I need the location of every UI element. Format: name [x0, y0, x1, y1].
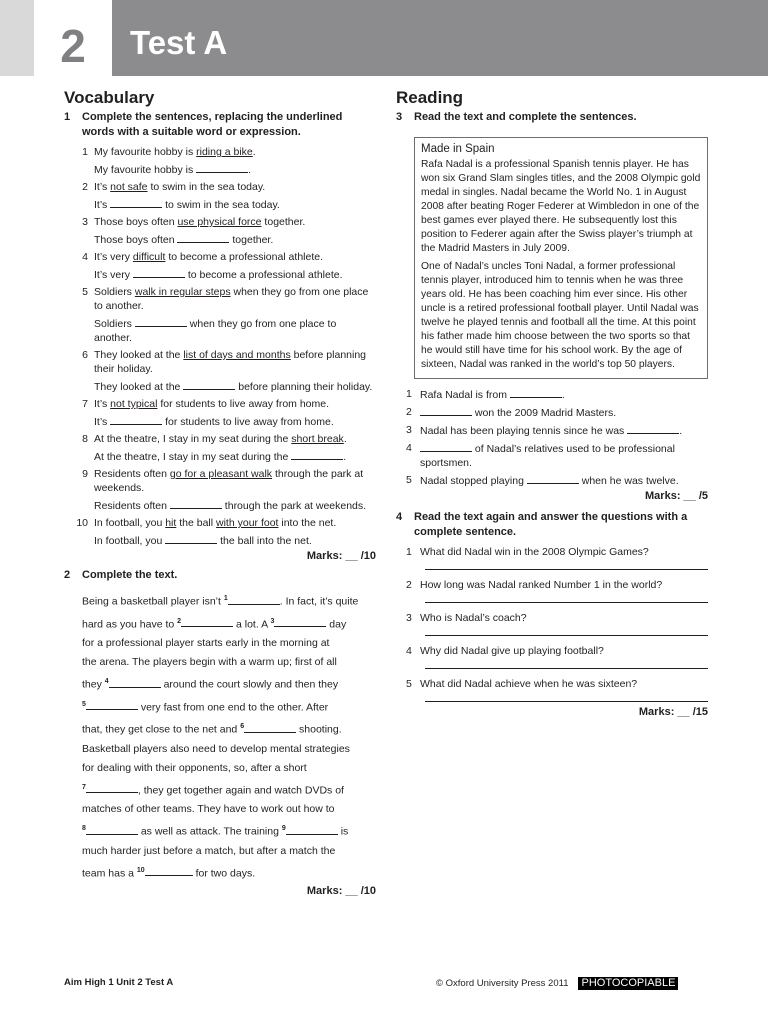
- text: very fast from one end to the other. After: [137, 701, 329, 713]
- answer-line[interactable]: [425, 625, 708, 636]
- underlined-words: use physical force: [177, 216, 262, 228]
- question-text: Why did Nadal give up playing football?: [420, 645, 604, 657]
- rewrite-sentence: [94, 414, 376, 429]
- original-sentence: [94, 397, 376, 411]
- answer-blank[interactable]: [135, 316, 187, 327]
- item-number: 9: [82, 468, 88, 480]
- task-2: [64, 568, 376, 583]
- answer-blank[interactable]: [145, 865, 193, 876]
- answer-blank[interactable]: [510, 387, 562, 398]
- list-item: [74, 145, 376, 177]
- task-3-marks: Marks: __ /5: [645, 490, 708, 502]
- sentence-text: for students to live away from home.: [157, 398, 330, 410]
- answer-line[interactable]: [425, 559, 708, 570]
- text-line: [82, 778, 376, 801]
- sentence-text: It’s: [94, 398, 111, 410]
- answer-line[interactable]: [425, 592, 708, 603]
- answer-blank[interactable]: [228, 594, 280, 605]
- sentence-text: My favourite hobby is: [94, 164, 197, 176]
- sentence-text: Soldiers: [94, 286, 135, 298]
- text: a lot. A: [233, 618, 271, 630]
- question-text: What did Nadal achieve when he was sixteen?: [420, 678, 638, 690]
- text: shooting.: [296, 723, 342, 736]
- gap-number: 5: [82, 700, 86, 708]
- text: is: [337, 825, 349, 838]
- underlined-words: walk in regular steps: [134, 286, 231, 298]
- sentence-text: to swim in the sea today.: [162, 199, 280, 211]
- answer-blank[interactable]: [291, 449, 343, 460]
- sentence-text: At the theatre, I stay in my seat during the: [94, 433, 292, 445]
- original-sentence: [94, 348, 376, 376]
- sentence-text: won the 2009 Madrid Masters.: [472, 407, 617, 419]
- item-number: 7: [82, 398, 88, 410]
- answer-blank[interactable]: [109, 677, 161, 688]
- item-number: 5: [406, 678, 412, 690]
- gap-number: 9: [281, 825, 286, 832]
- questions: [396, 545, 708, 702]
- sentence-text: It’s very: [94, 251, 133, 263]
- text-line: [82, 861, 376, 884]
- text: as well as attack. The training: [137, 825, 282, 838]
- sentence-text: In football, you: [94, 517, 166, 529]
- sentence-text: together.: [229, 234, 274, 246]
- item-number: 1: [82, 146, 88, 158]
- underlined-words: go for a pleasant walk: [169, 468, 273, 480]
- list-item: [74, 397, 376, 429]
- text: that, they get close to the net and: [82, 723, 241, 736]
- answer-blank[interactable]: [274, 616, 326, 627]
- text: for two days.: [192, 867, 256, 879]
- list-item: [406, 441, 708, 470]
- sentence-text: the ball into the net.: [217, 535, 312, 547]
- item-number: 3: [82, 216, 88, 228]
- original-sentence: [94, 516, 376, 530]
- header-left-strip: [0, 0, 34, 76]
- sentence-text: .: [252, 146, 256, 158]
- sentence-text: It’s: [94, 181, 111, 193]
- reading-items: [396, 387, 708, 488]
- item-number: 6: [82, 349, 88, 361]
- gap-number: 7: [82, 783, 86, 791]
- answer-blank[interactable]: [181, 616, 233, 627]
- sentence-text: .: [343, 433, 347, 445]
- vocabulary-items: [74, 145, 376, 548]
- item-number: 2: [82, 181, 88, 193]
- text: they: [82, 678, 105, 691]
- underlined-words: riding a bike: [196, 146, 253, 158]
- sentence-text: to become a professional athlete.: [184, 269, 343, 281]
- sentence-text: before planning their holiday.: [94, 349, 367, 375]
- vocabulary-section: [64, 88, 376, 897]
- item-number: 5: [82, 286, 88, 298]
- underlined-words: not safe: [110, 181, 148, 193]
- answer-blank[interactable]: [177, 232, 229, 243]
- original-sentence: [94, 285, 376, 313]
- sentence-text: It’s very: [94, 269, 133, 281]
- list-item: [74, 348, 376, 394]
- gap-number: 2: [177, 617, 182, 625]
- text-line: Basketball players also need to develop mental strategies: [82, 742, 350, 755]
- text: , they get together again and watch DVDs of: [137, 784, 344, 796]
- question-text: How long was Nadal ranked Number 1 in the world?: [420, 579, 663, 591]
- gap-number: 8: [82, 825, 86, 832]
- text-line: [82, 819, 376, 842]
- gap-number: 3: [270, 617, 275, 625]
- reading-heading: Reading: [396, 88, 464, 107]
- rewrite-sentence: [94, 232, 376, 247]
- answer-line[interactable]: [425, 691, 708, 702]
- sentence-text: the ball: [176, 517, 217, 529]
- sentence-text: It’s: [94, 199, 111, 211]
- original-sentence: [94, 180, 376, 194]
- sentence-text: through the park at weekends.: [94, 468, 364, 494]
- task-2-marks: Marks: __ /10: [306, 885, 376, 897]
- sentence-text: .: [679, 425, 683, 437]
- task-4: [396, 510, 708, 540]
- underlined-words: not typical: [110, 398, 158, 410]
- text-line: [82, 589, 376, 612]
- sentence-text: when they go from one place to another.: [94, 318, 337, 344]
- original-sentence: [94, 250, 376, 264]
- underlined-words: short break: [291, 433, 344, 445]
- sentence-text: through the park at weekends.: [221, 500, 367, 512]
- text: team has a: [82, 867, 137, 879]
- task-instruction: Read the text again and answer the questions with a complete sentence.: [414, 511, 688, 538]
- rewrite-sentence: [94, 316, 376, 345]
- list-item: [74, 215, 376, 247]
- question: [406, 611, 708, 625]
- original-sentence: [94, 467, 376, 495]
- sentence-text: when he was twelve.: [578, 475, 679, 487]
- answer-line[interactable]: [425, 658, 708, 669]
- list-item: [406, 423, 708, 438]
- text-line: [82, 717, 376, 740]
- task-instruction: Read the text and complete the sentences.: [414, 111, 637, 123]
- task-instruction: Complete the sentences, replacing the underlined words with a suitable word or expression.: [82, 111, 343, 138]
- unit-number: 2: [34, 0, 112, 76]
- answer-blank[interactable]: [244, 722, 296, 733]
- answer-blank[interactable]: [196, 162, 248, 173]
- answer-blank[interactable]: [420, 441, 472, 452]
- sentence-text: Rafa Nadal is from: [420, 389, 510, 401]
- item-number: 3: [406, 424, 412, 436]
- rewrite-sentence: [94, 449, 376, 464]
- text: hard as you have to: [82, 618, 178, 630]
- underlined-words: hit: [165, 517, 177, 529]
- vocabulary-heading: Vocabulary: [64, 88, 155, 107]
- sentence-text: Residents often: [94, 468, 170, 480]
- answer-blank[interactable]: [86, 782, 138, 793]
- item-number: 2: [406, 579, 412, 591]
- sentence-text: At the theatre, I stay in my seat during the: [94, 451, 292, 463]
- sentence-text: into the net.: [278, 517, 337, 529]
- sentence-text: Those boys often: [94, 234, 178, 246]
- underlined-words: difficult: [132, 251, 166, 263]
- list-item: [74, 432, 376, 464]
- sentence-text: together.: [261, 216, 306, 228]
- sentence-text: My favourite hobby is: [94, 146, 197, 158]
- sentence-text: of Nadal’s relatives used to be professional sportsmen.: [420, 443, 675, 469]
- text: . In fact, it’s quite: [279, 595, 359, 608]
- sentence-text: .: [561, 389, 565, 401]
- answer-blank[interactable]: [165, 533, 217, 544]
- answer-blank[interactable]: [86, 699, 138, 710]
- question: [406, 578, 708, 592]
- list-item: [406, 473, 708, 488]
- header-bar: [112, 0, 768, 76]
- list-item: [74, 467, 376, 513]
- rewrite-sentence: [94, 498, 376, 513]
- sentence-text: for students to live away from home.: [162, 416, 334, 428]
- task-4-marks: Marks: __ /15: [638, 706, 708, 718]
- answer-blank[interactable]: [86, 824, 138, 835]
- answer-blank[interactable]: [627, 423, 679, 434]
- item-number: 4: [406, 645, 412, 657]
- answer-blank[interactable]: [286, 824, 338, 835]
- sentence-text: Residents often: [94, 500, 170, 512]
- sentence-text: They looked at the: [94, 349, 184, 361]
- gap-number: 1: [223, 595, 228, 602]
- item-number: 3: [406, 612, 412, 624]
- text-line: [82, 612, 376, 635]
- list-item: [406, 387, 708, 402]
- item-number: 4: [82, 251, 88, 263]
- answer-blank[interactable]: [527, 473, 579, 484]
- sentence-text: Nadal stopped playing: [420, 475, 527, 487]
- sentence-text: when they go from one place to another.: [94, 286, 369, 312]
- list-item: [74, 180, 376, 212]
- footer-book-info: Aim High 1 Unit 2 Test A: [64, 977, 174, 988]
- sentence-text: Nadal has been playing tennis since he was: [420, 425, 628, 437]
- sentence-text: .: [248, 164, 252, 176]
- text-line: matches of other teams. They have to work out how to: [82, 803, 335, 815]
- reading-section: [396, 88, 708, 718]
- question: [406, 644, 708, 658]
- question-text: Who is Nadal’s coach?: [420, 612, 527, 624]
- text-line: [82, 672, 376, 695]
- gap-fill-text: [82, 589, 376, 883]
- footer-right: [436, 977, 678, 990]
- gap-number: 4: [104, 678, 109, 685]
- item-number: 1: [406, 546, 412, 558]
- gap-number: 10: [136, 866, 145, 874]
- list-item: [406, 405, 708, 420]
- reading-text-box: [414, 137, 708, 379]
- sentence-text: .: [343, 451, 347, 463]
- item-number: 2: [406, 406, 412, 418]
- item-number: 10: [76, 517, 88, 529]
- answer-blank[interactable]: [183, 379, 235, 390]
- original-sentence: [94, 215, 376, 229]
- list-item: [74, 516, 376, 548]
- item-number: 1: [406, 388, 412, 400]
- underlined-words: list of days and months: [183, 349, 291, 361]
- task-number: 1: [64, 111, 71, 123]
- rewrite-sentence: [94, 197, 376, 212]
- task-1: [64, 110, 376, 140]
- sentence-text: before planning their holiday.: [235, 381, 373, 393]
- reading-text-title: Made in Spain: [421, 143, 495, 155]
- text-line: for a professional player starts early in the morning at: [82, 637, 330, 649]
- text-line: for dealing with their opponents, so, after a short: [82, 761, 307, 774]
- rewrite-sentence: [94, 162, 376, 177]
- list-item: [74, 250, 376, 282]
- task-number: 3: [396, 111, 403, 123]
- rewrite-sentence: [94, 267, 376, 282]
- photocopiable-badge: PHOTOCOPIABLE: [578, 977, 678, 990]
- sentence-text: to become a professional athlete.: [165, 251, 324, 263]
- task-1-marks: Marks: __ /10: [306, 550, 376, 562]
- sentence-text: Those boys often: [94, 216, 178, 228]
- answer-blank[interactable]: [420, 405, 472, 416]
- rewrite-sentence: [94, 379, 376, 394]
- copyright-text: © Oxford University Press 2011: [436, 978, 569, 989]
- item-number: 5: [406, 474, 412, 486]
- sentence-text: It’s: [94, 416, 111, 428]
- reading-paragraph: One of Nadal’s uncles Toni Nadal, a former professional tennis player, introduced him to tennis when he was three years old. He has been coaching him ever since. His other uncle is a retired professional football player. Until Nadal was twelve he played tennis and football all the time. At this point his father made him choose between the two sports so that he would still have time for his school work. By the age of sixteen, Nadal was ranked in the world’s top 50 players.: [421, 261, 699, 370]
- answer-blank[interactable]: [133, 267, 185, 278]
- item-number: 8: [82, 433, 88, 445]
- answer-blank[interactable]: [110, 197, 162, 208]
- text: day: [326, 618, 347, 630]
- rewrite-sentence: [94, 533, 376, 548]
- answer-blank[interactable]: [170, 498, 222, 509]
- gap-number: 6: [240, 723, 245, 730]
- page-title: Test A: [130, 24, 228, 61]
- original-sentence: [94, 432, 376, 446]
- answer-blank[interactable]: [110, 414, 162, 425]
- sentence-text: to swim in the sea today.: [147, 181, 266, 193]
- question: [406, 677, 708, 691]
- sentence-text: They looked at the: [94, 381, 184, 393]
- task-number: 2: [64, 569, 71, 581]
- task-instruction: Complete the text.: [82, 569, 178, 581]
- underlined-words: with your foot: [216, 517, 279, 529]
- text-line: [82, 695, 376, 718]
- text: Being a basketball player isn’t: [82, 595, 224, 608]
- question-text: What did Nadal win in the 2008 Olympic Games?: [420, 546, 649, 558]
- text-line: the arena. The players begin with a warm up; first of all: [82, 656, 337, 668]
- task-3: [396, 110, 708, 125]
- text-line: much harder just before a match, but after a match the: [82, 844, 336, 857]
- item-number: 4: [406, 442, 412, 454]
- reading-paragraph: Rafa Nadal is a professional Spanish tennis player. He has won six Grand Slam singles titles, and the 2008 Olympic gold medal in singles. Nadal became the World No. 1 in August 2008 after beating Roger Federer at Wimbledon in one of the best games ever played there. He subsequently lost this position to Federer again after the Swiss player’s triumph at the Madrid Masters in July 2009.: [421, 159, 701, 254]
- original-sentence: [94, 145, 376, 159]
- sentence-text: Soldiers: [94, 318, 135, 330]
- task-number: 4: [396, 511, 403, 523]
- text: around the court slowly and then they: [160, 678, 339, 691]
- sentence-text: In football, you: [94, 535, 166, 547]
- question: [406, 545, 708, 559]
- list-item: [74, 285, 376, 345]
